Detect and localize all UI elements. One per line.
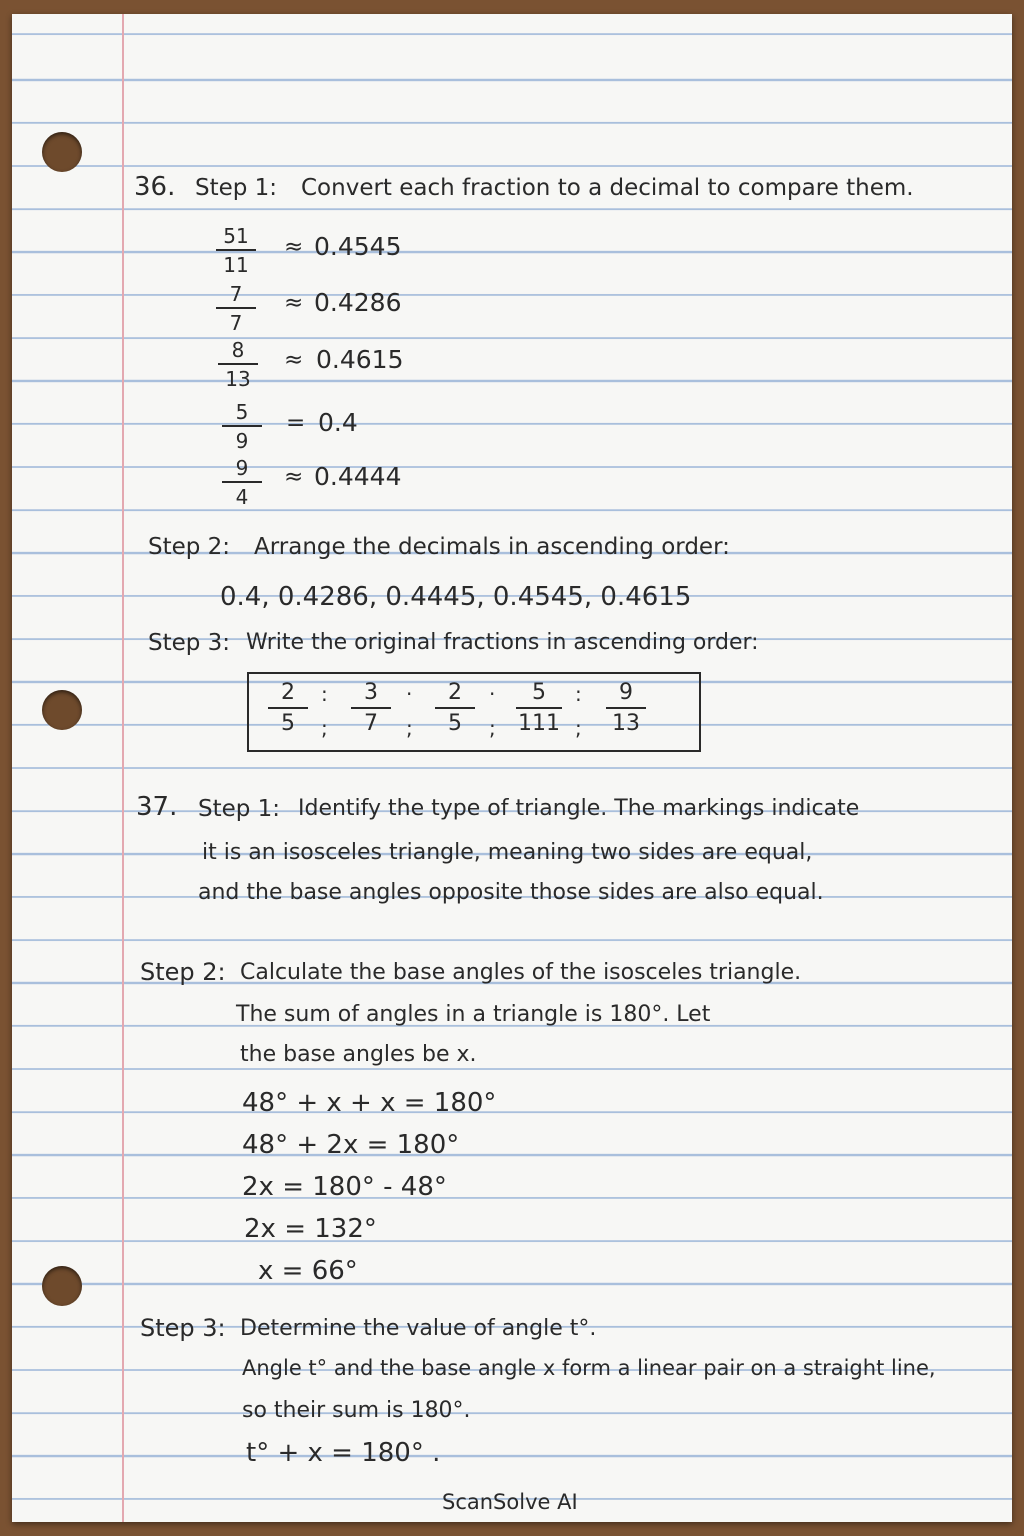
equation: x = 66° bbox=[258, 1256, 358, 1286]
fraction bbox=[218, 340, 258, 389]
denominator: 111 bbox=[518, 711, 560, 736]
step-text: Write the original fractions in ascending order: bbox=[246, 630, 759, 655]
numerator: 5 bbox=[222, 402, 262, 427]
decimal-value: 0.4545 bbox=[314, 232, 402, 261]
denominator: 9 bbox=[235, 429, 249, 453]
separator: : bbox=[575, 682, 582, 706]
relation-symbol: ≈ bbox=[284, 234, 304, 260]
relation-symbol: ≈ bbox=[284, 464, 304, 490]
denominator: 7 bbox=[364, 711, 378, 736]
step-label: Step 3: bbox=[140, 1314, 226, 1342]
denominator: 13 bbox=[225, 367, 251, 391]
step-label: Step 1: bbox=[198, 796, 281, 822]
margin-line bbox=[122, 14, 124, 1522]
denominator: 7 bbox=[229, 311, 243, 335]
decimal-value: 0.4286 bbox=[314, 288, 402, 317]
fraction bbox=[268, 682, 308, 735]
separator: ; bbox=[406, 716, 413, 740]
decimal-value: 0.4444 bbox=[314, 462, 402, 491]
step-text: Determine the value of angle t°. bbox=[240, 1316, 597, 1341]
step-text: Angle t° and the base angle x form a linear pair on a straight line, bbox=[242, 1356, 936, 1380]
separator: · bbox=[489, 682, 496, 706]
fraction bbox=[222, 402, 262, 451]
step-label: Step 2: bbox=[140, 958, 226, 986]
step-text: so their sum is 180°. bbox=[242, 1398, 471, 1423]
step-text: the base angles be x. bbox=[240, 1042, 477, 1067]
numerator: 9 bbox=[222, 458, 262, 483]
denominator: 11 bbox=[223, 253, 249, 277]
step-text: and the base angles opposite those sides are also equal. bbox=[198, 880, 824, 905]
step-text: Calculate the base angles of the isosceles triangle. bbox=[240, 960, 802, 985]
fraction bbox=[606, 682, 646, 735]
numerator: 7 bbox=[216, 284, 256, 309]
numerator: 3 bbox=[351, 682, 391, 709]
decimal-value: 0.4 bbox=[318, 408, 358, 437]
punch-hole bbox=[42, 132, 82, 172]
equation: t° + x = 180° . bbox=[246, 1438, 441, 1468]
fraction bbox=[516, 682, 562, 735]
decimal-list: 0.4, 0.4286, 0.4445, 0.4545, 0.4615 bbox=[220, 582, 692, 612]
footer-brand: ScanSolve AI bbox=[442, 1490, 578, 1514]
separator: · bbox=[406, 682, 413, 706]
numerator: 2 bbox=[268, 682, 308, 709]
numerator: 5 bbox=[516, 682, 562, 709]
denominator: 13 bbox=[612, 711, 640, 736]
punch-hole bbox=[42, 690, 82, 730]
fraction bbox=[435, 682, 475, 735]
relation-symbol: ≈ bbox=[284, 347, 304, 373]
fraction bbox=[222, 458, 262, 507]
question-number: 37. bbox=[136, 792, 178, 822]
relation-symbol: ≈ bbox=[284, 290, 304, 316]
step-text: it is an isosceles triangle, meaning two sides are equal, bbox=[202, 840, 813, 865]
equation: 2x = 132° bbox=[244, 1214, 377, 1244]
fraction bbox=[351, 682, 391, 735]
question-number: 36. bbox=[134, 172, 176, 202]
step-text: Identify the type of triangle. The markings indicate bbox=[298, 796, 860, 821]
fraction bbox=[216, 226, 256, 275]
denominator: 5 bbox=[281, 711, 295, 736]
denominator: 4 bbox=[235, 485, 249, 509]
fraction bbox=[216, 284, 256, 333]
numerator: 8 bbox=[218, 340, 258, 365]
step-text: The sum of angles in a triangle is 180°. Let bbox=[236, 1002, 711, 1027]
separator: ; bbox=[321, 716, 328, 740]
separator: ; bbox=[575, 716, 582, 740]
notebook-paper bbox=[12, 14, 1012, 1522]
step-label: Step 2: bbox=[148, 534, 231, 560]
step-text: Arrange the decimals in ascending order: bbox=[254, 534, 730, 560]
equation: 48° + 2x = 180° bbox=[242, 1130, 460, 1160]
denominator: 5 bbox=[448, 711, 462, 736]
separator: ; bbox=[489, 716, 496, 740]
step-label: Step 1: bbox=[195, 175, 278, 201]
numerator: 9 bbox=[606, 682, 646, 709]
step-label: Step 3: bbox=[148, 630, 231, 656]
numerator: 2 bbox=[435, 682, 475, 709]
separator: : bbox=[321, 682, 328, 706]
equation: 2x = 180° - 48° bbox=[242, 1172, 447, 1202]
punch-hole bbox=[42, 1266, 82, 1306]
numerator: 51 bbox=[216, 226, 256, 251]
decimal-value: 0.4615 bbox=[316, 345, 404, 374]
relation-symbol: = bbox=[286, 410, 306, 436]
equation: 48° + x + x = 180° bbox=[242, 1088, 497, 1118]
step-text: Convert each fraction to a decimal to compare them. bbox=[301, 175, 914, 201]
